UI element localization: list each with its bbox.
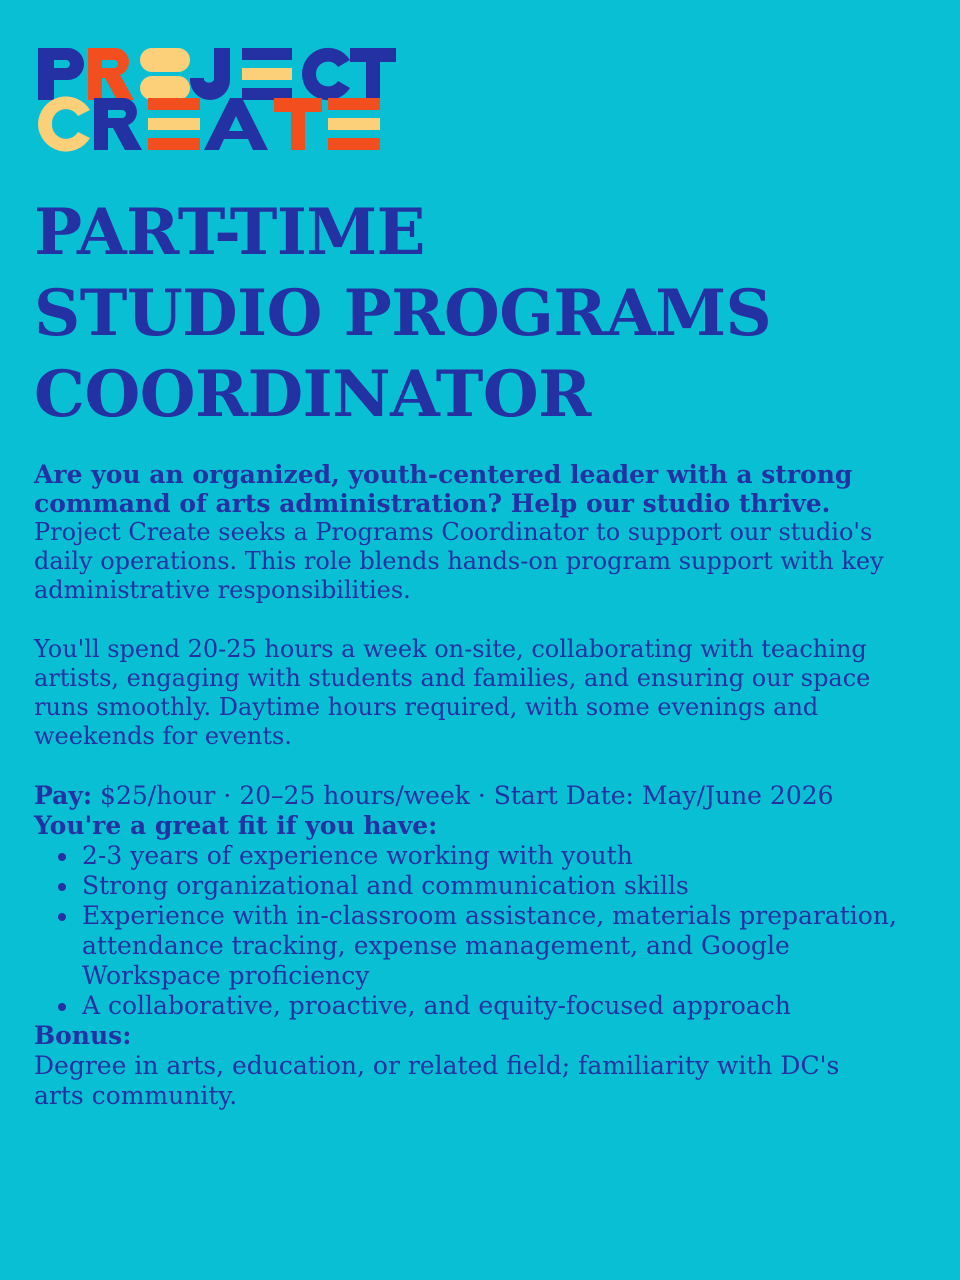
- job-description: [34, 460, 914, 1111]
- job-title: [34, 192, 934, 435]
- job-title-line-1: PART-TIME: [34, 195, 425, 270]
- fit-heading: You're a great fit if you have:: [34, 811, 438, 840]
- fit-item: 2-3 years of experience working with youth: [82, 841, 914, 871]
- pay-label: Pay:: [34, 781, 93, 810]
- bonus-heading: Bonus:: [34, 1021, 132, 1050]
- intro-paragraph: Project Create seeks a Programs Coordinator to support our studio's daily operations. This role blends hands-on program support with key administrative responsibilities.: [34, 518, 884, 604]
- logo-line-create: [38, 96, 380, 151]
- hours-paragraph: You'll spend 20-25 hours a week on-site, collaborating with teaching artists, engaging with students and families, and ensuring our space runs smoothly. Daytime hours required, with some evenings and weekends for events.: [34, 635, 871, 750]
- fit-item: A collaborative, proactive, and equity-focused approach: [82, 991, 914, 1021]
- job-title-line-3: COORDINATOR: [34, 357, 591, 432]
- bonus-text: Degree in arts, education, or related field; familiarity with DC's arts community.: [34, 1051, 840, 1110]
- pay-details: $25/hour · 20–25 hours/week · Start Date: May/June 2026: [92, 781, 834, 810]
- fit-list: [34, 841, 914, 1021]
- lead-question: Are you an organized, youth-centered leader with a strong command of arts administration? Help our studio thrive.: [34, 460, 853, 518]
- fit-item: Experience with in-classroom assistance, materials preparation, attendance tracking, expense management, and Google Workspace proficiency: [82, 901, 914, 991]
- logo-line-project: [38, 48, 396, 100]
- pay-line: [34, 781, 914, 811]
- fit-item: Strong organizational and communication skills: [82, 871, 914, 901]
- job-title-line-2: STUDIO PROGRAMS: [34, 276, 772, 351]
- project-create-logo: [36, 40, 398, 152]
